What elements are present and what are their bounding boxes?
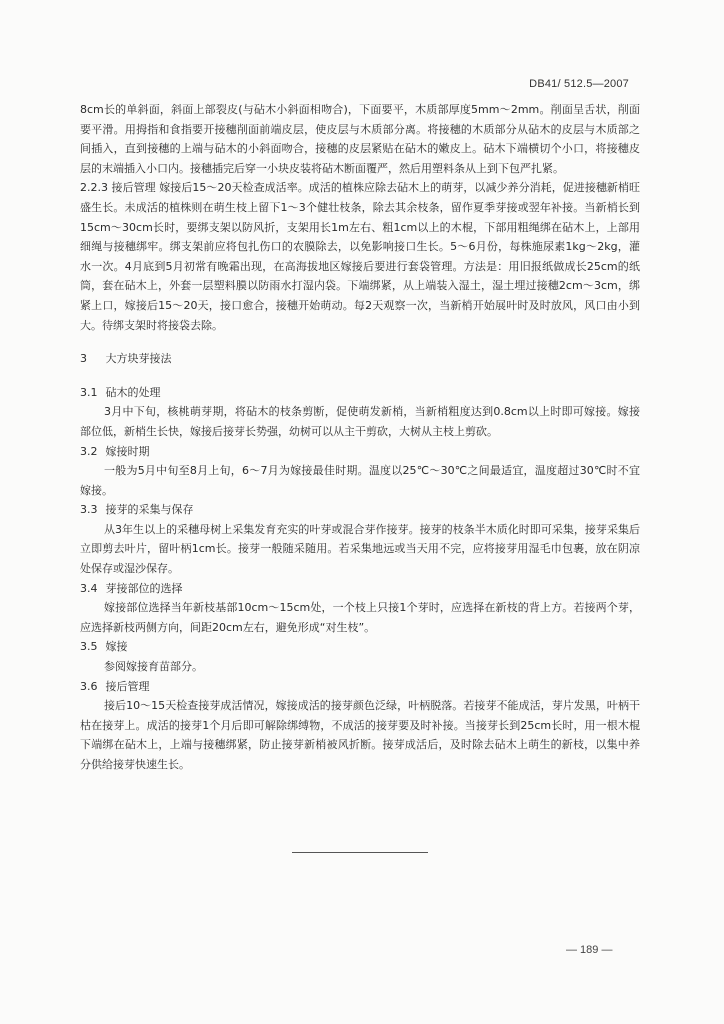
section-title: 接芽的采集与保存 bbox=[105, 503, 194, 517]
section-3-5-heading bbox=[80, 637, 640, 657]
section-number: 3.4 bbox=[80, 581, 98, 595]
section-3-1-heading bbox=[80, 383, 640, 403]
section-number: 3 bbox=[80, 352, 87, 366]
section-title: 接后管理 bbox=[111, 181, 156, 195]
page-number: — 189 — bbox=[566, 944, 613, 956]
section-number: 3.1 bbox=[80, 385, 98, 399]
standard-code: DB41/ 512.5—2007 bbox=[529, 78, 629, 90]
section-3-4-text: 嫁接部位选择当年新枝基部10cm～15cm处，一个枝上只接1个芽时，应选择在新枝的背上方。若接两个芽，应选择新枝两侧方向，间距20cm左右，避免形成“对生枝”。 bbox=[80, 601, 640, 634]
section-3-5-text: 参阅嫁接育苗部分。 bbox=[104, 660, 203, 674]
section-title: 砧木的处理 bbox=[105, 385, 161, 399]
section-number: 3.6 bbox=[80, 679, 98, 693]
page-body bbox=[80, 100, 640, 775]
section-3-2-heading bbox=[80, 442, 640, 462]
section-3-3-text: 从3年生以上的采穗母树上采集发育充实的叶芽或混合芽作接芽。接芽的枝条半木质化时即可采集，接芽采集后立即剪去叶片，留叶柄1cm长。接芽一般随采随用。若采集地远或当天用不完，应将接芽用湿毛巾包裹，放在阴凉处保存或湿沙保存。 bbox=[80, 522, 640, 576]
section-2-2-3 bbox=[80, 178, 640, 335]
section-3-4-heading bbox=[80, 579, 640, 599]
continued-paragraph: 8cm长的单斜面，斜面上部裂皮(与砧木小斜面相吻合)，下面要平，木质部厚度5mm～2mm。削面呈舌状，削面要平滑。用拇指和食指要开接穗削面前端皮层，使皮层与木质部分离。将接穗的木质部分从砧木的皮层与木质部之间插入，直到接穗的上端与砧木的小斜面吻合，接穗的皮层紧贴在砧木的嫩皮上。砧木下端横切个小口，将接穗皮层的末端插入小口内。接穗插完后穿一小块皮装将砧木断面覆严，然后用塑料条从上到下包严扎紧。 bbox=[80, 103, 640, 175]
section-text: 嫁接后15～20天检查成活率。成活的植株应除去砧木上的萌芽，以减少养分消耗，促进接穗新梢旺盛生长。未成活的植株则在萌生枝上留下1～3个健壮枝条，除去其余枝条，留作夏季芽接或翌年补接。当新梢长到15cm～30cm长时，要绑支架以防风折，支架用长1m左右、粗1cm以上的木棍，下部用粗绳绑在砧木上，上部用细绳与接穗绑牢。绑支架前应将包扎伤口的农膜除去，以免影响接口生长。5～6月份，每株施尿素1kg～2kg，灌水一次。4月底到5月初常有晚霜出现，在高海拔地区嫁接后要进行套袋管理。方法是：用旧报纸做成长25cm的纸筒，套在砧木上，外套一层塑料膜以防雨水打湿内袋。下端绑紧，从上端装入湿土，湿土埋过接穗2cm～3cm，绑紧上口，嫁接后15～20天，接口愈合，接穗开始萌动。每2天观察一次，当新梢开始展叶时及时放风，风口由小到大。待绑支架时将接袋去除。 bbox=[80, 181, 641, 332]
section-title: 接后管理 bbox=[105, 679, 150, 693]
section-3-6-heading bbox=[80, 677, 640, 697]
section-3-2-text: 一般为5月中旬至8月上旬，6～7月为嫁接最佳时期。温度以25℃～30℃之间最适宜，温度超过30℃时不宜嫁接。 bbox=[80, 464, 640, 497]
section-title: 芽接部位的选择 bbox=[105, 581, 183, 595]
section-number: 3.3 bbox=[80, 503, 98, 517]
section-number: 3.2 bbox=[80, 444, 98, 458]
section-number: 3.5 bbox=[80, 640, 98, 654]
section-title: 嫁接 bbox=[105, 640, 128, 654]
section-3-heading bbox=[80, 349, 640, 369]
section-title: 大方块芽接法 bbox=[105, 352, 172, 366]
section-title: 嫁接时期 bbox=[105, 444, 150, 458]
section-3-1-text: 3月中下旬，核桃萌芽期，将砧木的枝条剪断，促使萌发新梢，当新梢粗度达到0.8cm以上时即可嫁接。嫁接部位低，新梢生长快，嫁接后接芽长势强，幼树可以从主干剪砍，大树从主枝上剪砍。 bbox=[80, 405, 640, 438]
footnote-divider bbox=[292, 852, 428, 853]
section-number: 2.2.3 bbox=[80, 181, 108, 195]
section-3-6-text: 接后10～15天检查接芽成活情况，嫁接成活的接芽颜色泛绿，叶柄脱落。若接芽不能成活，芽片发黑，叶柄干枯在接芽上。成活的接芽1个月后即可解除绑缚物，不成活的接芽要及时补接。当接芽长到25cm长时，用一根木棍下端绑在砧木上，上端与接穗绑紧，防止接芽新梢被风折断。接芽成活后，及时除去砧木上萌生的新枝，以集中养分供给接芽快速生长。 bbox=[80, 699, 640, 771]
section-3-3-heading bbox=[80, 500, 640, 520]
